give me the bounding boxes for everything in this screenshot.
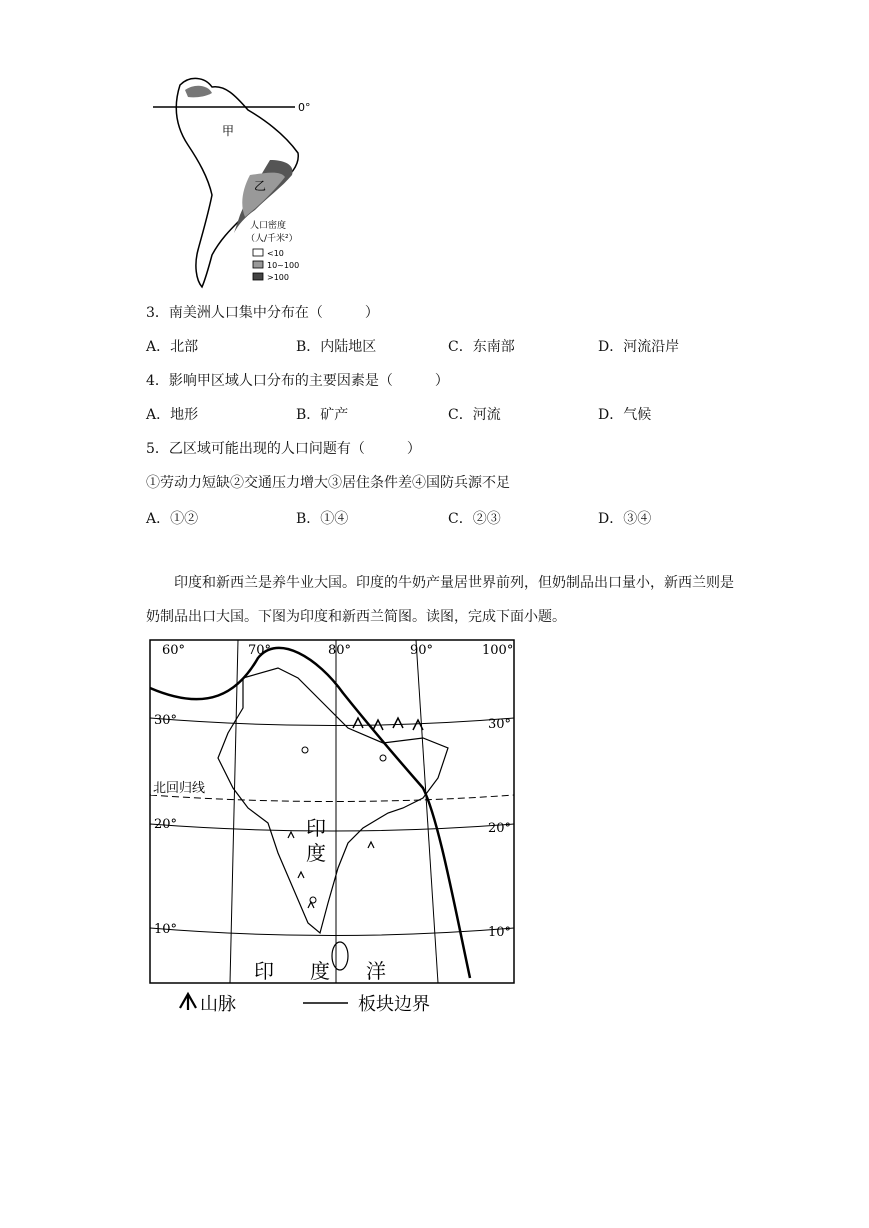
q5-option-c: C．②③ bbox=[448, 511, 501, 527]
lat-20-right: 20° bbox=[488, 821, 512, 836]
q4-option-c: C．河流 bbox=[448, 407, 501, 423]
legend-title: 人口密度 bbox=[250, 221, 287, 231]
country-label-1: 印 bbox=[306, 816, 326, 840]
legend-item-mid: 10~100 bbox=[267, 261, 300, 270]
lat-10-right: 10° bbox=[488, 925, 512, 940]
country-label-2: 度 bbox=[306, 841, 326, 865]
q4-option-d: D．气候 bbox=[598, 407, 652, 423]
region-yi-label: 乙 bbox=[254, 179, 267, 193]
region-jia-label: 甲 bbox=[222, 124, 235, 138]
question-3-stem: 3．南美洲人口集中分布在（ ） bbox=[146, 305, 379, 321]
q3-option-d: D．河流沿岸 bbox=[598, 339, 680, 355]
legend-plate-label: 板块边界 bbox=[358, 994, 430, 1015]
question-5-stem: 5．乙区域可能出现的人口问题有（ ） bbox=[146, 441, 421, 457]
lon-100: 100° bbox=[482, 643, 514, 658]
legend-unit: （人/千米²） bbox=[246, 234, 298, 244]
q3-option-b: B．内陆地区 bbox=[296, 339, 377, 355]
legend-item-high: >100 bbox=[267, 273, 289, 282]
q4-option-a: A．地形 bbox=[146, 407, 199, 423]
lon-70: 70° bbox=[248, 643, 272, 658]
q4-option-b: B．矿产 bbox=[296, 407, 349, 423]
q5-option-b: B．①④ bbox=[296, 511, 349, 527]
mountain-legend-icon bbox=[180, 994, 196, 1010]
legend-item-low: <10 bbox=[267, 249, 284, 258]
lat-20-left: 20° bbox=[154, 817, 178, 832]
equator-label: 0° bbox=[298, 101, 311, 114]
ocean-label-1: 印 bbox=[254, 959, 274, 983]
lat-30-left: 30° bbox=[154, 713, 178, 728]
passage-text: 印度和新西兰是养牛业大国。印度的牛奶产量居世界前列，但奶制品出口量小，新西兰则是奶制品出口大国。下图为印度和新西兰简图。读图，完成下面小题。 bbox=[146, 575, 734, 625]
lat-30-right: 30° bbox=[488, 717, 512, 732]
q3-option-c: C．东南部 bbox=[448, 339, 515, 355]
ocean-label-3: 洋 bbox=[366, 959, 386, 983]
lon-60: 60° bbox=[162, 643, 186, 658]
lon-80: 80° bbox=[328, 643, 352, 658]
south-america-population-map bbox=[150, 65, 325, 290]
legend-mountain-label: 山脉 bbox=[200, 994, 236, 1015]
q5-option-a: A．①② bbox=[146, 511, 199, 527]
question-4-stem: 4．影响甲区域人口分布的主要因素是（ ） bbox=[146, 373, 449, 389]
q5-option-d: D．③④ bbox=[598, 511, 652, 527]
india-map bbox=[148, 638, 518, 1023]
lon-90: 90° bbox=[410, 643, 434, 658]
tropic-label: 北回归线 bbox=[153, 781, 206, 796]
lat-10-left: 10° bbox=[154, 922, 178, 937]
q3-option-a: A．北部 bbox=[146, 339, 199, 355]
ocean-label-2: 度 bbox=[310, 959, 330, 983]
question-5-note: ①劳动力短缺②交通压力增大③居住条件差④国防兵源不足 bbox=[146, 475, 510, 491]
